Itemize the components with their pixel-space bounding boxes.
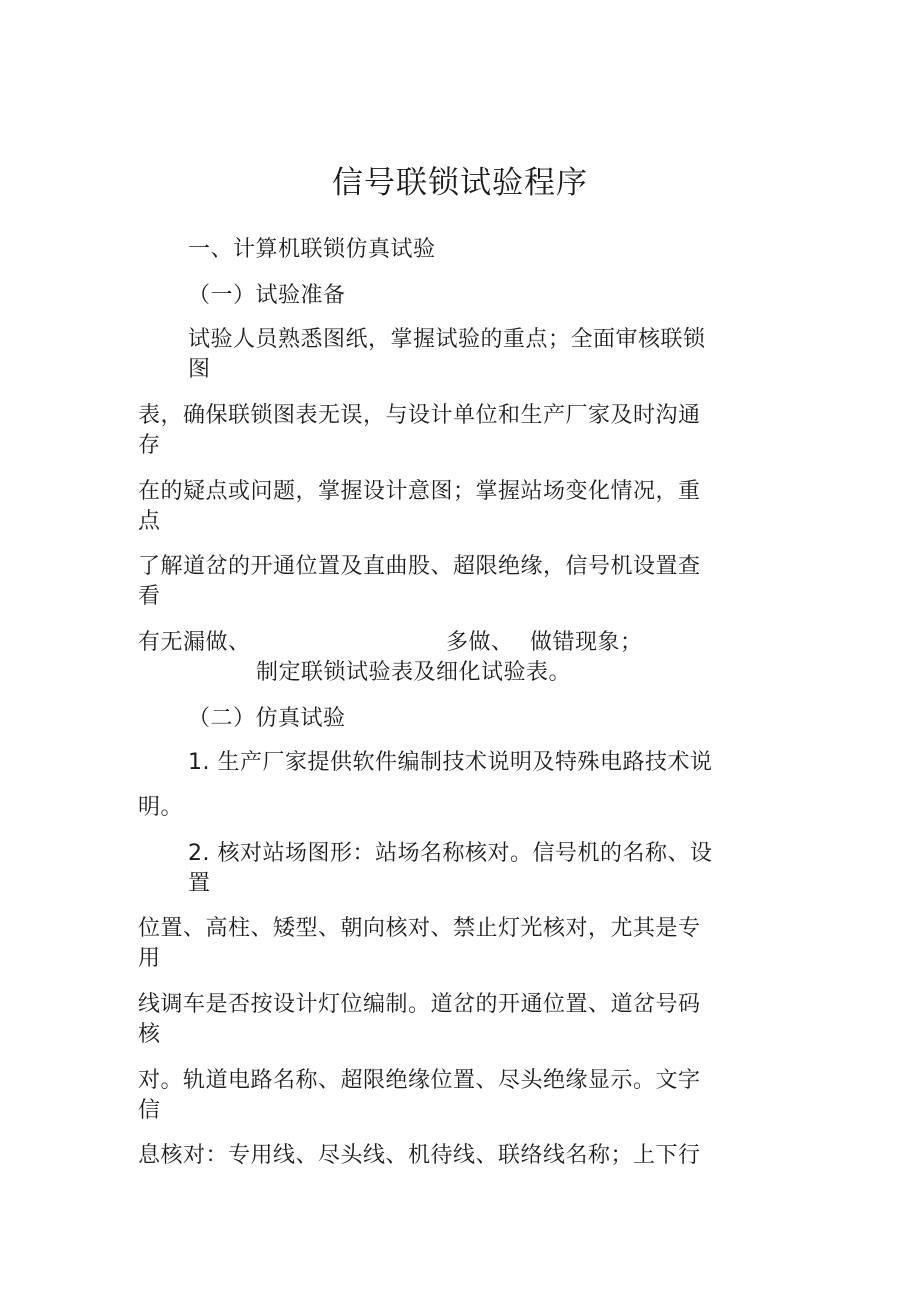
list-item-line: 2. 核对站场图形：站场名称核对。信号机的名称、设 — [188, 841, 713, 866]
list-item-line: 明。 — [138, 795, 184, 820]
section-heading: 一、计算机联锁仿真试验 — [188, 237, 436, 262]
paragraph-line: 试验人员熟悉图纸，掌握试验的重点；全面审核联锁 — [188, 327, 706, 352]
subsection-heading: （二）仿真试验 — [188, 706, 346, 731]
list-item-line-wrap: 核 — [138, 1022, 161, 1047]
paragraph-fragment: 有无漏做、 — [138, 630, 251, 655]
list-item-line: 1. 生产厂家提供软件编制技术说明及特殊电路技术说 — [188, 750, 713, 775]
list-item-line: 对。轨道电路名称、超限绝缘位置、尽头绝缘显示。文字 — [138, 1068, 701, 1093]
list-item-line-wrap: 用 — [138, 946, 161, 971]
paragraph-line-wrap: 点 — [138, 509, 161, 534]
list-item-line: 位置、高柱、矮型、朝向核对、禁止灯光核对，尤其是专 — [138, 916, 701, 941]
paragraph-fragment: 多做、 — [446, 630, 514, 655]
list-item-line-wrap: 置 — [188, 871, 211, 896]
paragraph-line: 制定联锁试验表及细化试验表。 — [256, 660, 572, 685]
paragraph-line: 表，确保联锁图表无误，与设计单位和生产厂家及时沟通 — [138, 403, 701, 428]
paragraph-line: 在的疑点或问题，掌握设计意图；掌握站场变化情况，重 — [138, 479, 701, 504]
paragraph-line-wrap: 看 — [138, 584, 161, 609]
document-title: 信号联锁试验程序 — [332, 165, 588, 201]
list-item-line-wrap: 信 — [138, 1098, 161, 1123]
paragraph-fragment: 做错现象； — [530, 630, 643, 655]
list-item-line: 息核对：专用线、尽头线、机待线、联络线名称；上下行 — [138, 1143, 701, 1168]
paragraph-line-wrap: 存 — [138, 433, 161, 458]
subsection-heading: （一）试验准备 — [188, 283, 346, 308]
list-item-line: 线调车是否按设计灯位编制。道岔的开通位置、道岔号码 — [138, 992, 701, 1017]
paragraph-line: 了解道岔的开通位置及直曲股、超限绝缘，信号机设置查 — [138, 554, 701, 579]
paragraph-line-wrap: 图 — [188, 357, 211, 382]
